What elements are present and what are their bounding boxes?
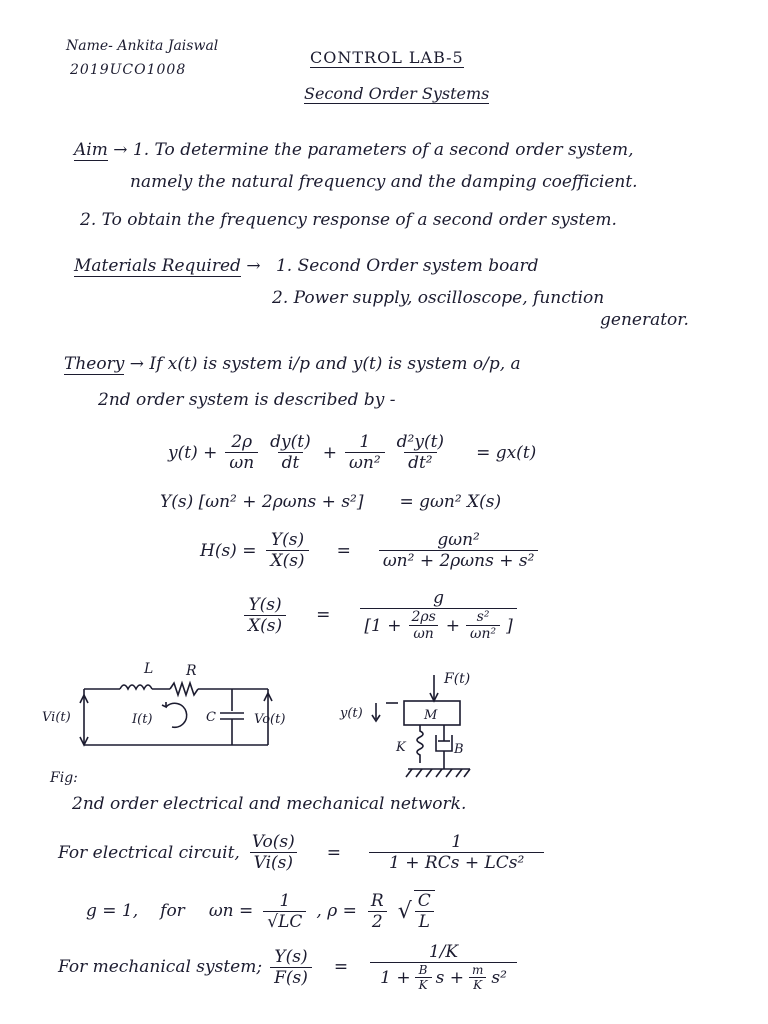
eq1-d-den: dt² [404,452,437,473]
eq1-rhs: = gx(t) [476,442,537,463]
param-g: g = 1, [86,901,139,921]
theory-line1: If x(t) is system i/p and y(t) is system o/p, a [149,354,521,374]
label-current: I(t) [132,712,153,727]
eq3-lhs-num: Y(s) [270,530,305,550]
materials-label: Materials Required [74,256,241,276]
label-vo: Vo(t) [254,712,286,727]
eq1-d-num: d²y(t) [396,432,445,452]
aim-label: Aim [74,140,108,160]
spring [417,725,423,763]
mechanical-den-c: s + [435,967,464,988]
materials-section [74,256,539,276]
electrical-den: 1 + RCs + LCs² [369,852,544,873]
mechanical-den-e: s² [491,967,507,988]
page-subtitle: Second Order Systems [304,84,490,103]
lab-title: CONTROL LAB-5 [310,48,464,67]
theory-arrow: → [129,354,144,374]
label-capacitor: C [206,710,216,725]
aim-item1-line1: 1. To determine the parameters of a second order system, [132,140,634,160]
eq3-lhs-den: X(s) [266,550,308,571]
eq3-den: ωn² + 2ρωns + s² [379,550,539,571]
param-rho-a-num: R [370,890,384,911]
electrical-lhs-den: Vi(s) [250,852,297,873]
eq4-den-a: [1 + [364,615,402,636]
label-resistor: R [186,663,197,679]
label-spring: K [396,740,406,755]
eq1-b-num: dy(t) [270,432,311,452]
electrical-lhs-num: Vo(s) [251,832,295,852]
param-for: for [160,901,185,921]
eq1-c-den: ωn² [345,452,385,473]
label-damper: B [454,742,464,757]
aim-item2: 2. To obtain the frequency response of a second order system. [80,210,617,230]
electrical-network [42,661,285,745]
materials-item2: 2. Power supply, oscilloscope, function [272,288,605,308]
equation-3 [200,530,538,571]
eq2-rhs: = gωn² X(s) [399,492,502,512]
label-mass: M [424,708,438,723]
eq1-a-den: ωn [225,452,258,473]
inductor-coil [120,685,152,689]
aim-arrow: → [113,140,128,160]
param-wn: ωn = [208,901,254,921]
mechanical-den-a: 1 + [380,967,411,988]
param-rho-b-num: C [417,891,431,911]
label-displacement: y(t) [340,706,363,721]
eq1-b-den: dt [278,452,304,473]
mechanical-lhs-den: F(s) [270,967,312,988]
figure-caption: 2nd order electrical and mechanical network. [72,794,467,814]
label-force: F(t) [444,671,471,687]
equation-1 [168,432,536,473]
param-rho-b-den: L [415,911,434,932]
eq4-den-e: ] [506,615,513,636]
eq3-num: gωn² [437,530,480,550]
resistor-zigzag [170,683,198,695]
eq1-y: y(t) + [168,442,218,463]
eq4-num: g [433,588,444,608]
param-rho-a-den: 2 [368,911,387,932]
param-wn-num: 1 [279,890,291,911]
param-wn-den: √LC [263,911,306,932]
electrical-text: For electrical circuit, [58,842,240,863]
theory-label: Theory [64,354,125,374]
electrical-eq: = [326,842,342,863]
materials-item1: 1. Second Order system board [275,256,539,276]
theory-line2: 2nd order system is described by - [98,390,396,410]
aim-section [74,140,634,160]
theory-section [64,354,521,374]
student-name: Name- Ankita Jaiswal [66,38,219,54]
current-arrow-head [162,702,166,707]
eq4-den-d-num: s² [476,609,490,625]
sqrt-icon: √ [397,898,412,924]
mechanical-den-b-num: B [418,963,428,977]
current-loop-arrow [166,703,187,727]
aim-item1-line2: namely the natural frequency and the damping coefficient. [130,172,638,192]
eq2-lhs: Y(s) [ωn² + 2ρωns + s²] [160,492,364,512]
eq4-den-b-den: ωn [409,625,437,642]
mechanical-num: 1/K [428,942,459,962]
materials-arrow: → [246,256,261,276]
eq1-a-num: 2ρ [231,432,253,452]
param-rho: , ρ = [316,901,357,921]
eq4-lhs-den: X(s) [244,615,286,636]
label-inductor: L [144,661,154,677]
materials-item2-cont: generator. [600,310,689,330]
eq1-plus: + [322,442,338,463]
eq4-eq: = [316,605,331,625]
equation-2 [160,492,501,512]
mechanical-den-b-den: K [415,977,432,992]
eq4-lhs-num: Y(s) [248,594,282,615]
mechanical-den-d-num: m [471,963,484,977]
mechanical-text: For mechanical system; [58,957,263,977]
electrical-num: 1 [451,832,463,852]
eq3-eq: = [336,540,351,561]
eq1-c-num: 1 [359,432,371,452]
equation-4 [244,588,517,642]
label-vi: Vi(t) [42,710,71,725]
parameter-equations [86,890,435,932]
student-roll: 2019UCO1008 [70,62,187,78]
mechanical-network [339,671,470,777]
mechanical-den-d-den: K [469,977,486,992]
ground-hatching [406,769,470,777]
eq4-den-b-num: 2ρs [411,609,436,625]
mechanical-lhs-num: Y(s) [274,946,308,967]
figure-diagrams [40,655,520,785]
figure-label: Fig: [50,770,78,786]
mechanical-equation [58,942,517,992]
eq4-den-c: + [445,615,461,636]
electrical-equation [58,832,544,873]
eq4-den-d-den: ωn² [466,625,500,642]
mechanical-eq: = [333,957,349,977]
eq3-lhs: H(s) = [200,540,257,561]
